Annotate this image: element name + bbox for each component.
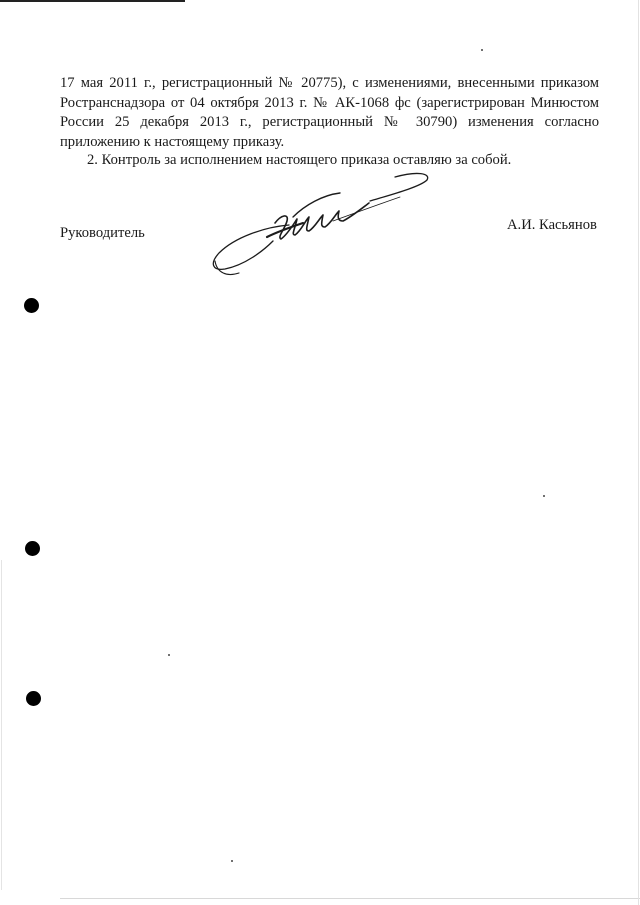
- scan-edge-top: [0, 0, 185, 2]
- paragraph-amendments: 17 мая 2011 г., регистрационный № 20775), с изменениями, внесенными приказом Ространснадзора от 04 октября 2013 г. № АК-1068 фс (зарегистрирован Минюстом России 25 декабря 2013 г., регистрационный № 30790) изменения согласно приложению к настоящему приказу.: [60, 75, 599, 150]
- handwritten-signature: [205, 165, 445, 290]
- signer-name: А.И. Касьянов: [507, 217, 597, 233]
- scan-speck: [481, 49, 483, 51]
- scan-speck: [168, 654, 170, 656]
- scan-edge-left: [1, 560, 2, 890]
- punch-hole-mark: [26, 691, 41, 706]
- scan-speck: [543, 495, 545, 497]
- punch-hole-mark: [25, 541, 40, 556]
- paragraph-control-clause: 2. Контроль за исполнением настоящего приказа оставляю за собой.: [87, 152, 512, 168]
- punch-hole-mark: [24, 298, 39, 313]
- signer-title: Руководитель: [60, 225, 145, 241]
- scan-speck: [231, 860, 233, 862]
- scan-edge-bottom: [60, 898, 640, 899]
- scan-edge-right: [638, 0, 639, 905]
